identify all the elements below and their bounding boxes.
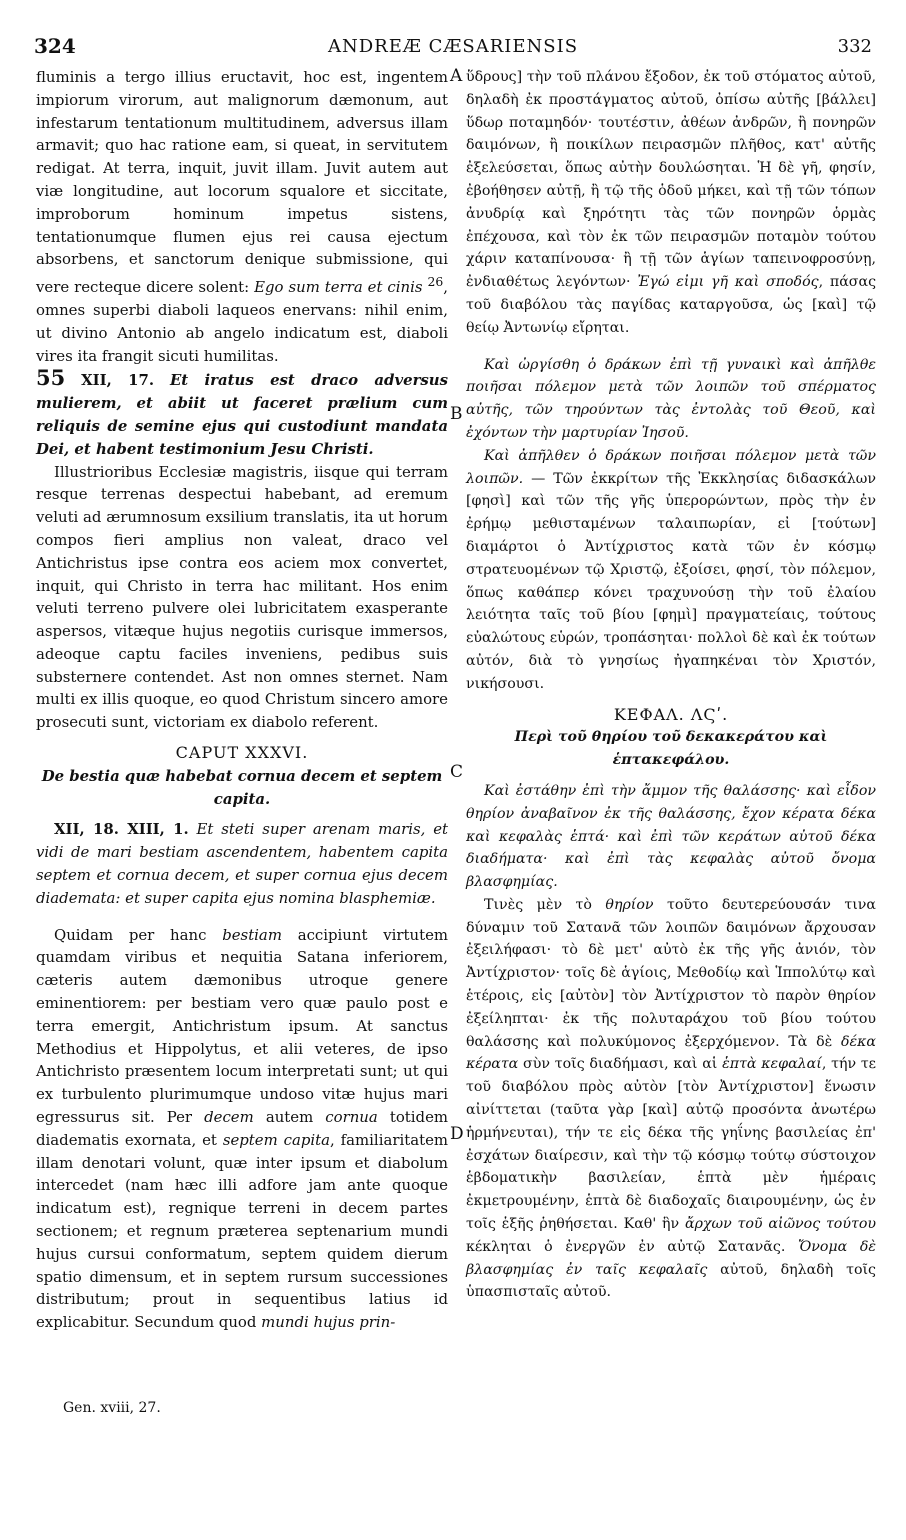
chapter-subtitle: De bestia quæ habebat cornua decem et septem capita. (41, 766, 443, 808)
right-page-number: 332 (837, 36, 872, 57)
greek-paragraph-3: Τινὲς μὲν τὸ θηρίον τοῦτο δευτερεύουσάν τινα δύναμιν τοῦ Σατανᾶ τῶν λοιπῶν δαιμόνων ἄρχουσαν ἐξειλήφασι· τὸ δὲ μετ' αὐτὸ ἐκ τῆς γῆς ἀνιόν, τὸν Ἀντίχριστον· τοῖς δὲ ἁγίοις, Μεθοδίῳ καὶ Ἱππολύτῳ καὶ ἑτέροις, εἰς [αὐτὸν] τὸν Ἀντίχριστον τὸ παρὸν θηρίον ἐξείληπται· ἐκ τῆς πολυταράχου τοῦ βίου τούτου θαλάσσης καὶ πολυκύμονος ἐξερχόμενον. Τὰ δὲ δέκα κέρατα σὺν τοῖς διαδήμασι, καὶ αἱ ἑπτὰ κεφαλαί, τήν τε τοῦ διαβόλου πρὸς αὐτὸν [τὸν Ἀντίχριστον] ἕνωσιν αἰνίττεται (ταῦτα γὰρ [καὶ] αὐτῷ προσόντα ἀνωτέρω ἡρμήνευται), τήν τε εἰς δέκα τῆς γηΐνης βασιλείας ἐπ' ἐσχάτων διαίρεσιν, καὶ τὴν τῷ κόσμῳ τούτῳ σύστοιχον ἑβδοματικὴν βασιλείαν, ἑπτὰ μὲν ἡμέραις ἐκμετρουμένην, ἑπτὰ δὲ διαδοχαῖς διαιρουμένην, ὡς ἐν τοῖς ἑξῆς ῥηθήσεται. Καθ' ἣν ἄρχων τοῦ αἰῶνος τούτου κέκληται ὁ ἐνεργῶν ἐν αὐτῷ Σατανᾶς. Ὄνομα δὲ βλασφημίας ἐν ταῖς κεφαλαῖς αὐτοῦ, δηλαδὴ τοῖς ὑπασπισταῖς αὐτοῦ. (466, 896, 877, 1301)
latin-paragraph-1: fluminis a tergo illius eructavit, hoc est, ingentem impiorum virorum, aut malignorum dæmonum, aut infestarum tentationum multitudinem, adversus illam armavit; quo hac ratione eam, si queat, in servitutem redigat. At terra, inquit, juvit illam. Juvit autem aut viæ longitudine, aut locorum squalore et siccitate, improborum hominum impetus sistens, tentationumque flumen ejus rei causa ejectum absorbens, et sanctorum denique submissione, qui vere recteque dicere solent: Ego sum terra et cinis $^{26}$, omnes superbi diaboli laqueos enervans: nihil enim, ut divino Antonio ab angelo indicatum est, diaboli vires ita frangit sicuti humilitas. (36, 68, 449, 365)
margin-marker-a: A (450, 66, 463, 86)
verse-reference: XII, 17. (81, 371, 155, 390)
latin-column (36, 66, 448, 1334)
greek-column (466, 66, 876, 1304)
margin-marker-c: C (450, 762, 464, 782)
running-title: ANDREÆ CÆSARIENSIS (327, 36, 579, 57)
greek-verse-1: Καὶ ὠργίσθη ὁ δράκων ἐπὶ τῇ γυναικὶ καὶ ἀπῆλθε ποιῆσαι πόλεμον μετὰ τῶν λοιπῶν τοῦ σπέρματος αὐτῆς, τῶν τηρούντων τὰς ἐντολὰς τοῦ Θεοῦ, καὶ ἐχόντων τὴν μαρτυρίαν Ἰησοῦ. (466, 356, 876, 441)
greek-verse-2: Καὶ ἐστάθην ἐπὶ τὴν ἄμμον τῆς θαλάσσης· καὶ εἶδον θηρίον ἀναβαῖνον ἐκ τῆς θαλάσσης, ἔχον κέρατα δέκα καὶ κεφαλὰς ἑπτά· καὶ ἐπὶ τῶν κεράτων αὐτοῦ δέκα διαδήματα· καὶ ἐπὶ τὰς κεφαλὰς αὐτοῦ ὄνομα βλασφημίας. (466, 782, 876, 891)
section-number: 55 (36, 365, 66, 391)
margin-marker-d: D (450, 1124, 464, 1144)
latin-verse-55 (36, 367, 448, 460)
latin-verse-chapter (36, 818, 448, 909)
margin-marker-b: B (450, 404, 463, 424)
left-page-number: 324 (34, 34, 76, 58)
greek-chapter-subtitle: Περὶ τοῦ θηρίου τοῦ δεκακεράτου καὶ ἑπτακεφάλου. (514, 729, 828, 769)
verse-text: Et iratus est draco adversus mulierem, et abiit ut faceret prælium cum reliquis de semine ejus qui custodiunt mandata Dei, et habent testimonium Jesu Christi. (36, 371, 449, 458)
footnote-ref: 26 (427, 274, 444, 290)
verse-reference: XII, 18. XIII, 1. (54, 820, 189, 839)
latin-paragraph-3: Quidam per hanc bestiam accipiunt virtutem quamdam viribus et nequitia Satana inferiorem, cæteris autem dæmonibus utroque genere eminentiorem: per bestiam vero quæ paulo post e terra emergit, Antichristum ipsum. At sanctus Methodius et Hippolytus, et alii veteres, de ipso Antichristo præsentem locum interpretati sunt; ut qui ex turbulento plurimumque undoso vitæ hujus mari egressurus sit. Per decem autem cornua totidem diadematis exornata, et septem capita, familiaritatem illam denotari volunt, quæ inter ipsum et diabolum intercedet (nam hæc illi adfore jam ante quoque indicatum est), regnique terreni in decem partes sectionem; et regnum præterea septenarium mundi hujus cursui conformatum, septem quidem dierum spatio dimensum, et in septem rursum successiones distributum; prout in sequentibus latius id explicabitur. Secundum quod mundi hujus prin- (36, 925, 449, 1332)
greek-paragraph-1: ὕδρους] τὴν τοῦ πλάνου ἔξοδον, ἐκ τοῦ στόματος αὐτοῦ, δηλαδὴ ἐκ προστάγματος αὐτοῦ, ὀπίσω αὐτῆς [βάλλει] ὕδωρ ποταμηδόν· τουτέστιν, ἀθέων ἀνδρῶν, ἢ πονηρῶν δαιμόνων, ἢ ποικίλων πειρασμῶν πλῆθος, κατ' αὐτῆς ἐξελεύσεται, ὅπως αὐτὴν δουλώσηται. Ἡ δὲ γῆ, φησίν, ἐβοήθησεν αὐτῇ, ἢ τῷ τῆς ὁδοῦ μήκει, καὶ τῇ τῶν τόπων ἀνυδρίᾳ καὶ ξηρότητι τὰς τῶν πονηρῶν ὁρμὰς ἐπέχουσα, καὶ τὸν ἐκ τῶν πειρασμῶν ποταμὸν τούτου χάριν καταπίνουσα· ἢ τῇ τῶν ἁγίων ταπεινοφροσύνῃ, ἐνδιαθέτως λεγόντων· Ἐγώ εἰμι γῆ καὶ σποδός, πάσας τοῦ διαβόλου τὰς παγίδας καταργοῦσα, ὡς [καὶ] τῷ θείῳ Ἀντωνίῳ εἴρηται. (466, 69, 877, 336)
page-header (34, 34, 872, 68)
greek-paragraph-2: Καὶ ἀπῆλθεν ὁ δράκων ποιῆσαι πόλεμον μετὰ τῶν λοιπῶν. — Τῶν ἐκκρίτων τῆς Ἐκκλησίας διδασκάλων [φησὶ] καὶ τῶν τῆς γῆς ὑπερορώντων, πρὸς τὴν ἐν ἐρήμῳ μεθισταμένων ταλαιπωρίαν, εἰ [τούτων] διαμάρτοι ὁ Ἀντίχριστος κατὰ τῶν ἐν κόσμῳ στρατευομένων τῷ Χριστῷ, ἐξοίσει, φησί, τὸν πόλεμον, ὅπως καθάπερ κόνει τραχυνούσῃ τὴν τοῦ ἐλαίου λειότητα ταῖς τοῦ βίου [φημὶ] πραγματείαις, τούτους εὐαλώτους εὑρών, τροπάσηται· πολλοὶ δὲ καὶ ἐκ τούτων αὐτόν, διὰ τὸ γνησίως ἠγαπηκέναι τὸν Χριστόν, νικήσουσι. (466, 447, 876, 692)
quotation: Ἐγώ εἰμι γῆ καὶ σποδός (637, 274, 819, 291)
greek-chapter-heading: ΚΕΦΑΛ. ΛϚʹ. (613, 704, 729, 724)
quotation: Ego sum terra et cinis (254, 278, 423, 297)
spacer (466, 340, 876, 354)
latin-paragraph-2: Illustrioribus Ecclesiæ magistris, iisque qui terram resque terrenas despectui habebant, ad eremum veluti ad ærumnosum exsilium translatis, ita ut horum compos fieri amplius non valeat, draco vel Antichristus ipse contra eos aciem mox convertet, inquit, qui Christo in terra hac militant. Hos enim veluti terreno pulvere olei lubricitatem exasperante aspersos, vitæque hujus negotiis curisque immersos, adeoque captu faciles inveniens, pedibus suis substernere contendet. Ast non omnes sternet. Nam multi ex illis quoque, eo quod Christum sincero amore prosecuti sunt, victoriam ex diabolo referent. (36, 462, 449, 732)
chapter-heading: CAPUT XXXVI. (175, 743, 309, 763)
verse-text: Et steti super arenam maris, et vidi de mari bestiam ascendentem, habentem capita septem et cornua decem, et super cornua ejus decem diademata: et super capita ejus nomina blasphemiæ. (36, 820, 449, 907)
footnote: Gen. xviii, 27. (63, 1400, 161, 1416)
spacer (36, 910, 448, 924)
